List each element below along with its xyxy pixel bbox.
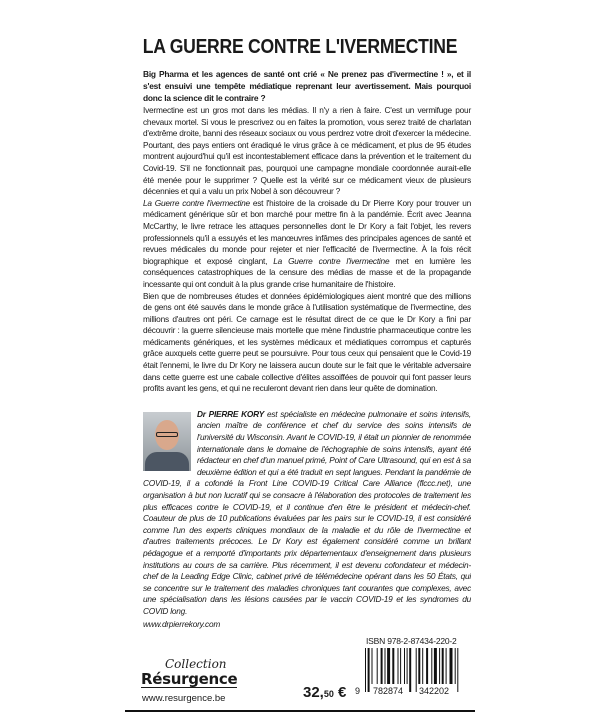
author-photo: [143, 412, 191, 471]
barcode-bar: [442, 648, 444, 684]
barcode-bar: [455, 648, 456, 684]
author-url: www.drpierrekory.com: [143, 618, 221, 629]
book-title: LA GUERRE CONTRE L'IVERMECTINE: [142, 36, 458, 58]
bio-body: est spécialiste en médecine pulmonaire et soins intensifs, ancien maître de conférence et chef du service des soins intensifs de l'université du Wisconsin. Avant le COVID-19, il était un pionnier de renommée internationale dans le domaine de l'échographie de soins intensifs, ayant été rédacteur en chef d'un manuel primé, Point of Care Ultrasound, qui en est à sa deuxième édition et qui a été traduit en sept langues. Pendant la pandémie de COVID-19, il a cofondé la Front Line COVID-19 Critical Care Alliance (flccc.net), une organisation à but non lucratif qui se consacre à l'élaboration des protocoles de traitement les plus efficaces contre le COVID-19, et il continue d'en être le président et médecin-chef. Coauteur de plus de 10 publications évaluées par les pairs sur le COVID-19, il est considéré comme l'un des experts cliniques mondiaux de la maladie et du rôle de l'ivermectine et d'autres traitements précoces. Le Dr Kory est également considéré comme un brillant pédagogue et a remporté d'importants prix départementaux d'enseignement dans plusieurs institutions au cours de sa carrière. Plus récemment, il est devenu cofondateur et médecin-chef de la Leading Edge Clinic, cabinet privé de télémédecine opérant dans les 50 États, qui se concentre sur le traitement des maladies chroniques tant courantes que complexes, avec une spécialisation dans les lésions causées par le vaccin COVID-19 et les syndromes du COVID long.: [143, 408, 471, 616]
barcode-bar: [387, 648, 390, 684]
paragraph-2-end: met en lumière les conséquences catastrophiques de la censure des médias de masse et de la propagande incessante qui ont conduit à la plus grande crise humanitaire de l'histoire.: [143, 255, 471, 289]
publisher-url: www.resurgence.be: [142, 693, 226, 705]
paragraph-3: Bien que de nombreuses études et données épidémiologiques aient montré que des millions de gens ont été sauvés dans le monde grâce à l'utilisation systématique de l'ivermectine, des millions d'autres ont péri. Ce carnage est le résultat direct de ce que le Dr Kory a fini par découvrir : la guerre silencieuse mais mortelle que mène l'industrie pharmaceutique contre les médicaments génériques, et les systèmes médicaux et médiatiques corrompus et capturés grâce auxquels cette guerre peut se poursuivre. Pour tous ceux qui pensaient que le Covid-19 était l'ennemi, le livre du Dr Kory ne laissera aucun doute sur le fait que le véritable adversaire dans cette guerre est une cabale collective d'élites assoiffées de pouvoir qui font passer leurs profits avant les gens, et qui ne reculeront devant rien dans leur quête de domination.: [143, 290, 471, 394]
intro-block: [143, 68, 471, 104]
barcode-bar: [381, 648, 383, 684]
barcode-bar: [434, 648, 437, 684]
book-title-ref: La Guerre contre l'ivermectine: [273, 255, 390, 266]
publisher-logo: [141, 657, 251, 708]
barcode-bar: [457, 648, 458, 692]
barcode-bar: [439, 648, 440, 684]
bottom-rule: [125, 710, 475, 712]
bio-text: [143, 409, 471, 618]
book-title-ref: La Guerre contre l'ivermectine: [143, 197, 250, 208]
barcode-bar: [409, 648, 411, 692]
barcode-bar: [392, 648, 394, 684]
barcode-bar: [398, 648, 399, 684]
barcode-bar: [426, 648, 428, 684]
intro-text: Big Pharma et les agences de santé ont crié « Ne prenez pas d'ivermectine ! », et il s'est ensuivi une tempête médiatique reprenant leur avertissement. Mais pourquoi donc la science dit le contraire ?: [143, 69, 471, 103]
author-bio: [143, 409, 471, 630]
price: 32,50 €: [303, 684, 347, 702]
barcode-bar: [385, 648, 386, 684]
logo-name: Résurgence: [141, 670, 238, 689]
barcode-bar: [365, 648, 366, 692]
barcode-bar: [404, 648, 405, 684]
barcode-bar: [450, 648, 453, 684]
barcode-digits-left: 782874: [373, 686, 404, 697]
barcode-bar: [372, 648, 373, 684]
barcode-bar: [416, 648, 417, 692]
barcode-bar: [407, 648, 408, 684]
isbn: ISBN 978-2-87434-220-2: [366, 636, 457, 647]
barcode-bar: [446, 648, 447, 684]
barcode-digits-right: 342202: [419, 686, 450, 697]
barcode-bar: [368, 648, 370, 692]
bottom-strip: [141, 636, 471, 708]
barcode-digit-first: 9: [355, 686, 361, 697]
paragraph-2-text: est l'histoire de la croisade du Dr Pierre Kory pour trouver un médicament générique sûr et bon marché pour mettre fin à la pandémie. Écrit avec Jeanna McCarthy, le livre retrace les attaques personnelles dont le Dr Kory a fait l'objet, les revers professionnels qu'il a essuyés et les manœuvres infâmes des principales agences de santé et revues médicales du monde pour rejeter et nier l'efficacité de l'ivermectine. À la fois récit biographique et exposé cinglant,: [143, 197, 471, 266]
barcode-bar: [400, 648, 401, 684]
logo-script: Collection: [165, 657, 227, 672]
barcode-bar: [418, 648, 420, 684]
barcode-bar: [431, 648, 432, 684]
author-name: Dr PIERRE KORY: [197, 408, 265, 419]
paragraph-2: [143, 198, 471, 291]
paragraph-1: Ivermectine est un gros mot dans les médias. Il n'y a rien à faire. C'est un vermifuge pour chevaux mortel. Si vous le prescrivez ou en faites la promotion, vous serez traité de charlatan d'extrême droite, banni des réseaux sociaux ou vous perdrez votre droit d'exercer la médecine. Pourtant, des pays entiers ont éradiqué le virus grâce à ce médicament, et plus de 95 études montrent aujourd'hui qu'il est incontestablement efficace dans la prévention et le traitement du Covid-19. S'il ne fonctionnait pas, pourquoi une campagne mondiale coordonnée aurait-elle été menée pour le supprimer ? Quelle est la vérité sur ce médicament vieux de plusieurs décennies et qui a valu un prix Nobel à son découvreur ?: [143, 105, 471, 197]
description: [143, 105, 471, 395]
barcode-bar: [422, 648, 423, 684]
barcode-bar: [377, 648, 378, 684]
